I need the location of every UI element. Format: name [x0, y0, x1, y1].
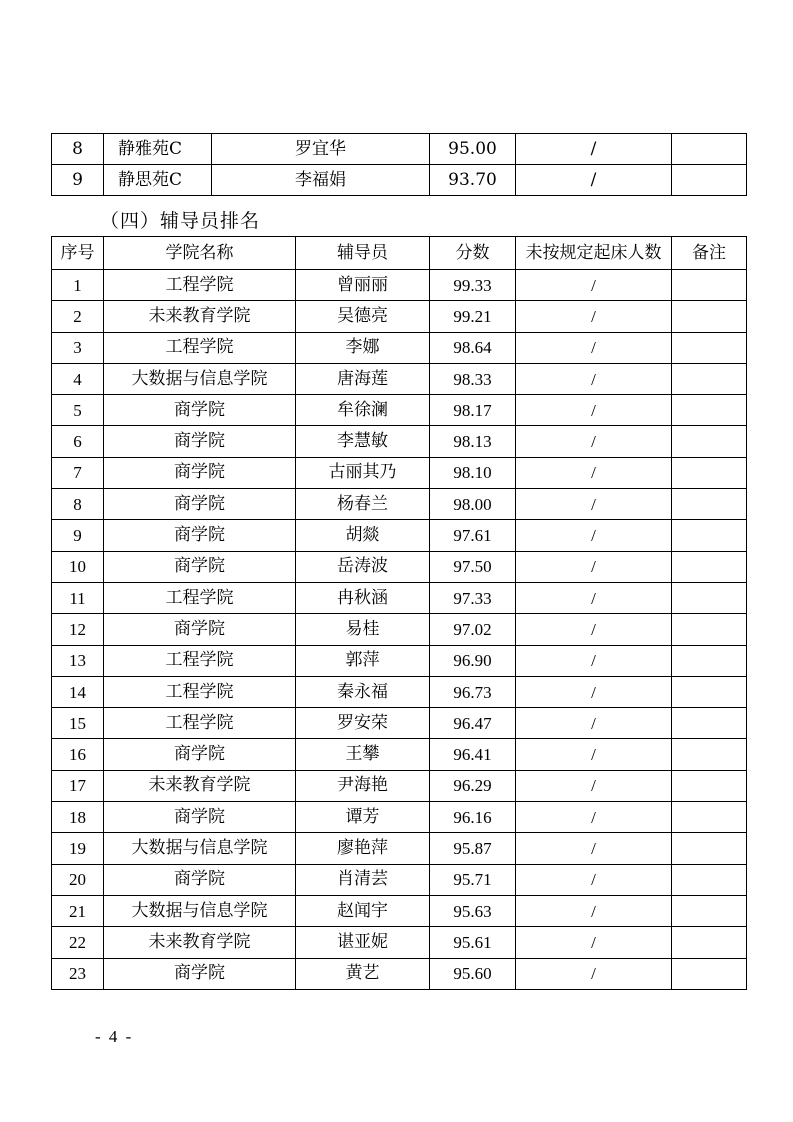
late-count: / [516, 833, 672, 864]
note [672, 489, 747, 520]
score: 96.90 [430, 645, 516, 676]
table-row [52, 708, 747, 739]
row-index: 21 [52, 895, 104, 926]
score: 95.87 [430, 833, 516, 864]
college-name: 商学院 [104, 739, 296, 770]
row-index: 23 [52, 958, 104, 989]
score: 98.13 [430, 426, 516, 457]
table-row [52, 301, 747, 332]
counselor-name: 廖艳萍 [296, 833, 430, 864]
late-count: / [516, 551, 672, 582]
counselor-name: 胡燚 [296, 520, 430, 551]
late-count: / [516, 739, 672, 770]
note [672, 770, 747, 801]
counselor-name: 尹海艳 [296, 770, 430, 801]
college-name: 商学院 [104, 520, 296, 551]
counselor-name: 牟徐澜 [296, 395, 430, 426]
note [672, 134, 747, 165]
late-count: / [516, 270, 672, 301]
header-index: 序号 [52, 237, 104, 270]
dormitory-table [51, 133, 747, 196]
table-row [52, 520, 747, 551]
late-count: / [516, 676, 672, 707]
counselor-name: 易桂 [296, 614, 430, 645]
score: 97.61 [430, 520, 516, 551]
table-row [52, 270, 747, 301]
row-index: 15 [52, 708, 104, 739]
college-name: 工程学院 [104, 582, 296, 613]
row-index: 7 [52, 457, 104, 488]
score: 95.63 [430, 895, 516, 926]
counselor-name: 肖清芸 [296, 864, 430, 895]
score: 99.21 [430, 301, 516, 332]
counselor-name: 黄艺 [296, 958, 430, 989]
score: 96.41 [430, 739, 516, 770]
counselor-name: 郭萍 [296, 645, 430, 676]
table-row [52, 770, 747, 801]
table-row [52, 895, 747, 926]
count: / [516, 165, 672, 196]
score: 95.61 [430, 927, 516, 958]
late-count: / [516, 708, 672, 739]
late-count: / [516, 520, 672, 551]
late-count: / [516, 895, 672, 926]
college-name: 商学院 [104, 864, 296, 895]
row-index: 16 [52, 739, 104, 770]
counselor-name: 李娜 [296, 332, 430, 363]
college-name: 商学院 [104, 551, 296, 582]
row-index: 18 [52, 802, 104, 833]
score: 98.17 [430, 395, 516, 426]
college-name: 大数据与信息学院 [104, 833, 296, 864]
note [672, 833, 747, 864]
header-note: 备注 [672, 237, 747, 270]
row-index: 19 [52, 833, 104, 864]
counselor-name: 唐海莲 [296, 363, 430, 394]
table-row [52, 958, 747, 989]
note [672, 739, 747, 770]
table-row [52, 165, 747, 196]
late-count: / [516, 363, 672, 394]
note [672, 614, 747, 645]
note [672, 457, 747, 488]
table-row [52, 363, 747, 394]
dorm-name: 静思苑C [104, 165, 212, 196]
college-name: 商学院 [104, 489, 296, 520]
score: 97.33 [430, 582, 516, 613]
counselor-name: 赵闻宇 [296, 895, 430, 926]
note [672, 676, 747, 707]
counselor-name: 冉秋涵 [296, 582, 430, 613]
counselor-name: 谭芳 [296, 802, 430, 833]
table-row [52, 395, 747, 426]
late-count: / [516, 426, 672, 457]
counselor-name: 秦永福 [296, 676, 430, 707]
table-row [52, 489, 747, 520]
college-name: 商学院 [104, 395, 296, 426]
row-index: 14 [52, 676, 104, 707]
late-count: / [516, 770, 672, 801]
score: 96.47 [430, 708, 516, 739]
counselor-name: 王攀 [296, 739, 430, 770]
row-index: 3 [52, 332, 104, 363]
header-score: 分数 [430, 237, 516, 270]
score: 96.73 [430, 676, 516, 707]
note [672, 395, 747, 426]
late-count: / [516, 614, 672, 645]
row-index: 9 [52, 165, 104, 196]
table-row [52, 802, 747, 833]
college-name: 工程学院 [104, 332, 296, 363]
note [672, 363, 747, 394]
note [672, 582, 747, 613]
counselor-name: 曾丽丽 [296, 270, 430, 301]
row-index: 11 [52, 582, 104, 613]
row-index: 2 [52, 301, 104, 332]
table-row [52, 864, 747, 895]
college-name: 工程学院 [104, 270, 296, 301]
row-index: 6 [52, 426, 104, 457]
score: 95.00 [430, 134, 516, 165]
note [672, 426, 747, 457]
college-name: 商学院 [104, 958, 296, 989]
header-late-count: 未按规定起床人数 [516, 237, 672, 270]
counselor-name: 罗安荣 [296, 708, 430, 739]
counselor-name: 岳涛波 [296, 551, 430, 582]
row-index: 20 [52, 864, 104, 895]
college-name: 未来教育学院 [104, 770, 296, 801]
score: 95.71 [430, 864, 516, 895]
score: 96.29 [430, 770, 516, 801]
header-counselor: 辅导员 [296, 237, 430, 270]
note [672, 332, 747, 363]
counselor-ranking-table [51, 236, 747, 990]
college-name: 未来教育学院 [104, 927, 296, 958]
table-row [52, 676, 747, 707]
late-count: / [516, 582, 672, 613]
note [672, 301, 747, 332]
note [672, 958, 747, 989]
late-count: / [516, 489, 672, 520]
table-row [52, 457, 747, 488]
late-count: / [516, 395, 672, 426]
table-row [52, 645, 747, 676]
college-name: 未来教育学院 [104, 301, 296, 332]
person-name: 李福娟 [212, 165, 430, 196]
row-index: 9 [52, 520, 104, 551]
note [672, 645, 747, 676]
late-count: / [516, 802, 672, 833]
counselor-name: 吴德亮 [296, 301, 430, 332]
late-count: / [516, 301, 672, 332]
college-name: 工程学院 [104, 676, 296, 707]
score: 98.10 [430, 457, 516, 488]
section-heading: （四）辅导员排名 [100, 210, 261, 232]
table-row [52, 833, 747, 864]
row-index: 17 [52, 770, 104, 801]
note [672, 520, 747, 551]
college-name: 商学院 [104, 802, 296, 833]
row-index: 8 [52, 134, 104, 165]
table-header-row [52, 237, 747, 270]
counselor-name: 古丽其乃 [296, 457, 430, 488]
note [672, 551, 747, 582]
row-index: 5 [52, 395, 104, 426]
late-count: / [516, 864, 672, 895]
college-name: 大数据与信息学院 [104, 363, 296, 394]
score: 97.02 [430, 614, 516, 645]
score: 93.70 [430, 165, 516, 196]
late-count: / [516, 332, 672, 363]
row-index: 13 [52, 645, 104, 676]
note [672, 864, 747, 895]
college-name: 商学院 [104, 614, 296, 645]
row-index: 22 [52, 927, 104, 958]
college-name: 工程学院 [104, 708, 296, 739]
row-index: 12 [52, 614, 104, 645]
table-row [52, 551, 747, 582]
note [672, 270, 747, 301]
score: 97.50 [430, 551, 516, 582]
table-row [52, 614, 747, 645]
header-college: 学院名称 [104, 237, 296, 270]
counselor-name: 李慧敏 [296, 426, 430, 457]
row-index: 8 [52, 489, 104, 520]
score: 98.00 [430, 489, 516, 520]
note [672, 927, 747, 958]
counselor-name: 杨春兰 [296, 489, 430, 520]
person-name: 罗宜华 [212, 134, 430, 165]
page-number: - 4 - [95, 1027, 134, 1046]
note [672, 895, 747, 926]
score: 99.33 [430, 270, 516, 301]
note [672, 708, 747, 739]
score: 98.64 [430, 332, 516, 363]
table-row [52, 332, 747, 363]
row-index: 10 [52, 551, 104, 582]
score: 98.33 [430, 363, 516, 394]
dorm-name: 静雅苑C [104, 134, 212, 165]
college-name: 商学院 [104, 457, 296, 488]
late-count: / [516, 958, 672, 989]
note [672, 165, 747, 196]
row-index: 1 [52, 270, 104, 301]
table-row [52, 582, 747, 613]
table-row [52, 426, 747, 457]
late-count: / [516, 927, 672, 958]
college-name: 大数据与信息学院 [104, 895, 296, 926]
score: 95.60 [430, 958, 516, 989]
table-row [52, 927, 747, 958]
row-index: 4 [52, 363, 104, 394]
table-row [52, 134, 747, 165]
late-count: / [516, 457, 672, 488]
note [672, 802, 747, 833]
table-row [52, 739, 747, 770]
counselor-name: 谌亚妮 [296, 927, 430, 958]
college-name: 商学院 [104, 426, 296, 457]
college-name: 工程学院 [104, 645, 296, 676]
count: / [516, 134, 672, 165]
late-count: / [516, 645, 672, 676]
score: 96.16 [430, 802, 516, 833]
